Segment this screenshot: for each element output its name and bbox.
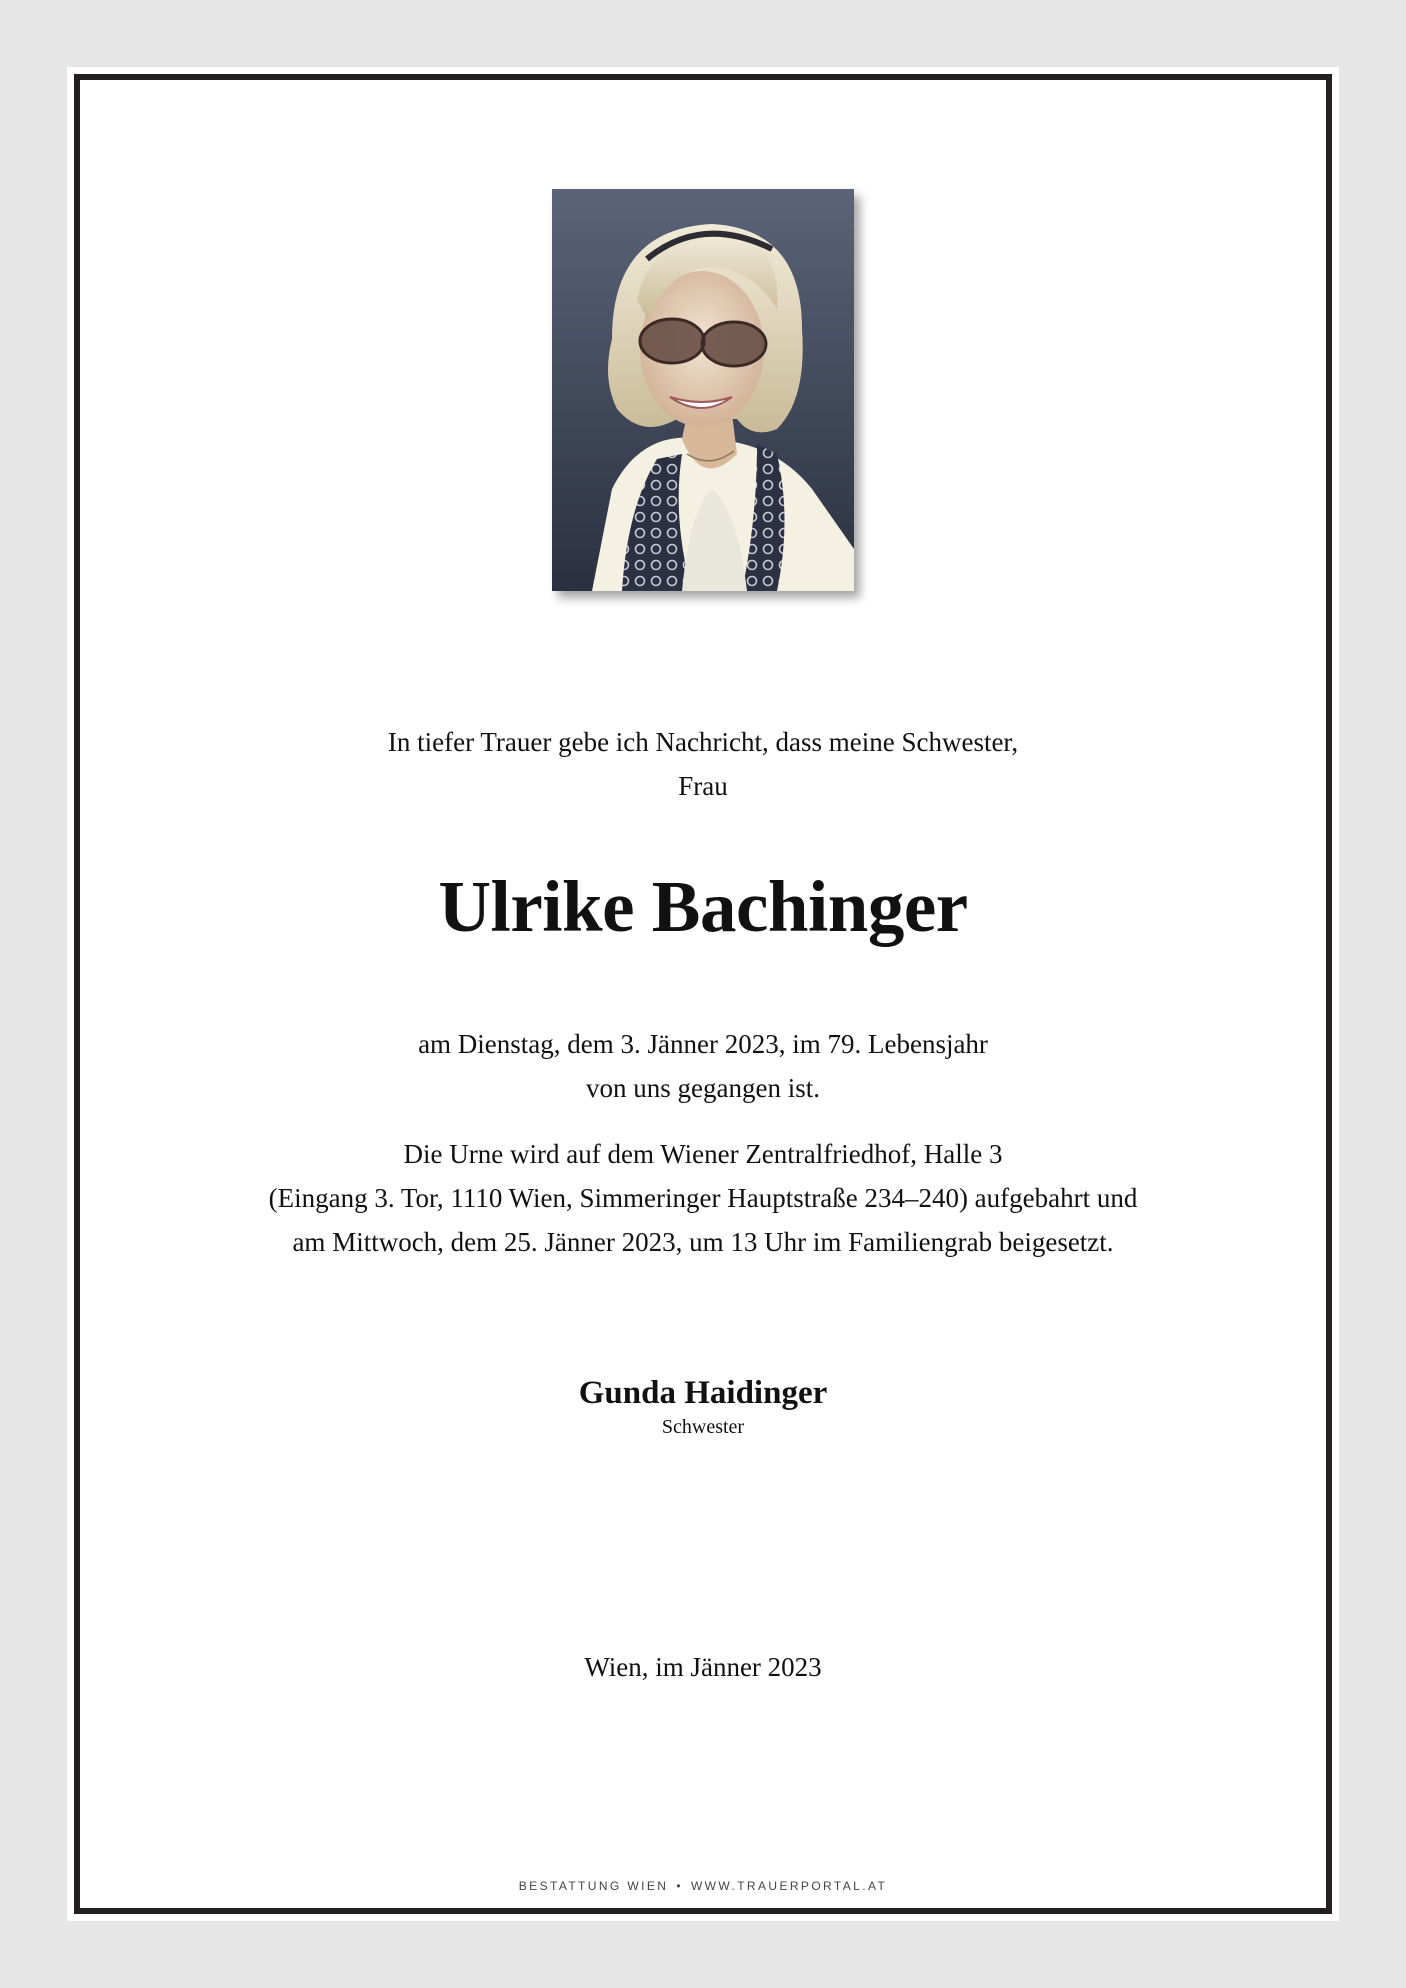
obituary-sheet <box>67 67 1339 1921</box>
death-line-1: am Dienstag, dem 3. Jänner 2023, im 79. Lebensjahr <box>418 1029 988 1059</box>
intro-line-1: In tiefer Trauer gebe ich Nachricht, dass meine Schwester, <box>387 727 1019 757</box>
burial-line-3: am Mittwoch, dem 25. Jänner 2023, um 13 Uhr im Familiengrab beigesetzt. <box>292 1227 1114 1257</box>
death-line-2: von uns gegangen ist. <box>586 1073 820 1103</box>
portrait-photo <box>552 189 854 591</box>
footer-separator: • <box>676 1879 683 1893</box>
portrait-illustration <box>552 189 854 591</box>
deceased-name: Ulrike Bachinger <box>438 866 968 947</box>
place-date: Wien, im Jänner 2023 <box>584 1652 822 1682</box>
footer <box>67 1876 1339 1896</box>
burial-line-2: (Eingang 3. Tor, 1110 Wien, Simmeringer Hauptstraße 234–240) aufgebahrt und <box>268 1183 1138 1213</box>
footer-company: BESTATTUNG WIEN <box>518 1879 669 1893</box>
signer-name: Gunda Haidinger <box>578 1375 828 1411</box>
burial-line-1: Die Urne wird auf dem Wiener Zentralfriedhof, Halle 3 <box>403 1139 1003 1169</box>
intro-line-2: Frau <box>678 771 728 801</box>
footer-website: WWW.TRAUERPORTAL.AT <box>690 1879 888 1893</box>
signer-role: Schwester <box>661 1416 745 1438</box>
